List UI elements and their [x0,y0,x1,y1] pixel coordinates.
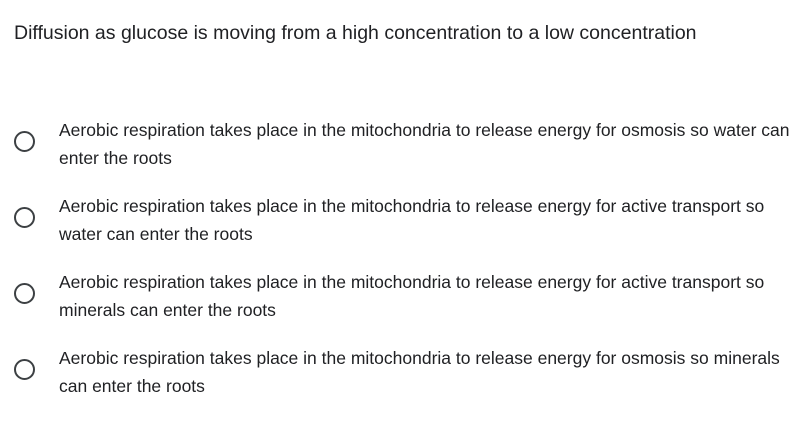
radio-button-icon[interactable] [14,131,35,152]
answer-option-4[interactable] [0,345,800,415]
radio-button-icon[interactable] [14,359,35,380]
answer-option-3[interactable] [0,269,800,339]
answer-option-2[interactable] [0,193,800,263]
answer-option-label[interactable]: Aerobic respiration takes place in the mitochondria to release energy for osmosis so water can enter the roots [59,120,790,168]
answer-option-label[interactable]: Aerobic respiration takes place in the mitochondria to release energy for osmosis so minerals can enter the roots [59,348,780,396]
question-text: Diffusion as glucose is moving from a high concentration to a low concentration [14,22,697,44]
radio-button-icon[interactable] [14,207,35,228]
radio-button-icon[interactable] [14,283,35,304]
answer-option-label[interactable]: Aerobic respiration takes place in the mitochondria to release energy for active transport so minerals can enter the roots [59,272,765,320]
answer-option-label[interactable]: Aerobic respiration takes place in the mitochondria to release energy for active transport so water can enter the roots [59,196,765,244]
answer-option-1[interactable] [0,117,800,187]
